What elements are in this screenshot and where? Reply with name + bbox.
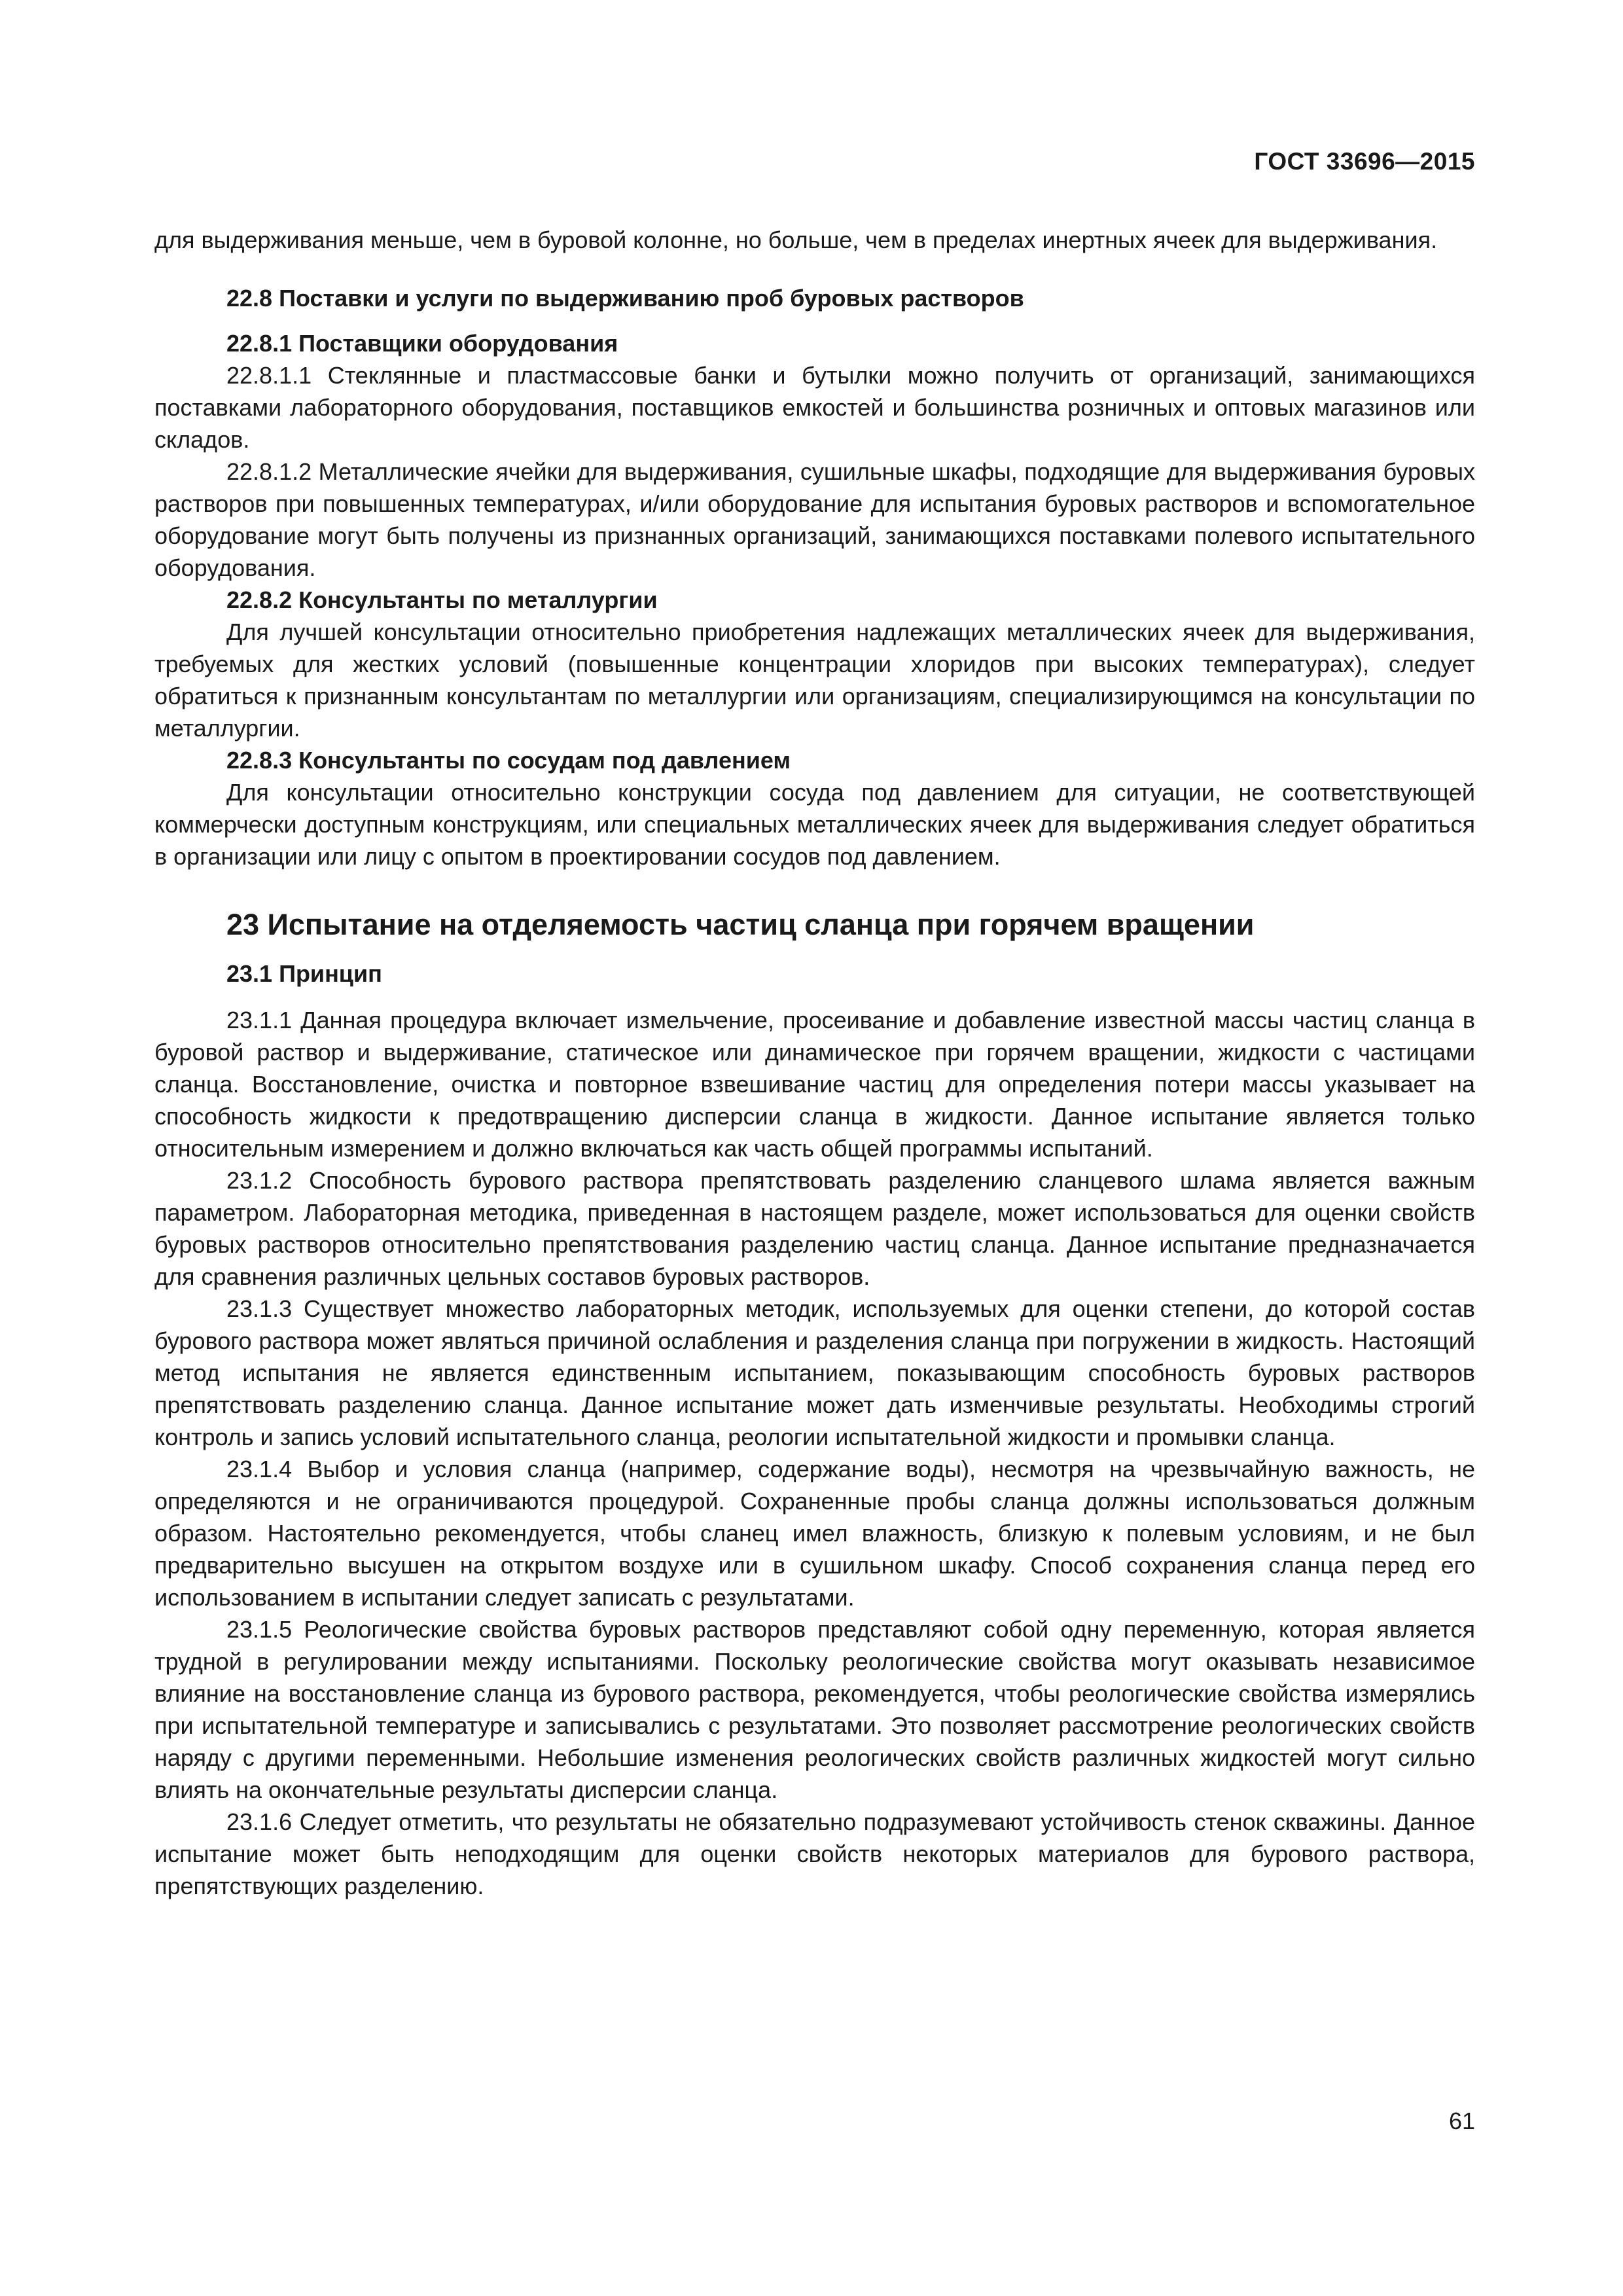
subsection-heading-22-8-2: 22.8.2 Консультанты по металлургии xyxy=(226,586,658,613)
paragraph-23-1-5: 23.1.5 Реологические свойства буровых растворов представляют собой одну переменную, которая является трудной в регулировании между испытаниями. Поскольку реологические свойства могут оказывать независимое влияние на восстановление сланца из бурового раствора, рекомендуется, чтобы реологические свойства измерялись при испытательной температуре и записывались с результатами. Это позволяет рассмотрение реологических свойств наряду с другими переменными. Небольшие изменения реологических свойств различных жидкостей могут сильно влиять на окончательные результаты дисперсии сланца. xyxy=(154,1616,1475,1803)
paragraph-23-1-2: 23.1.2 Способность бурового раствора препятствовать разделению сланцевого шлама является важным параметром. Лабораторная методика, приведенная в настоящем разделе, может использоваться для оценки свойств буровых растворов относительно препятствования разделению частиц сланца. Данное испытание предназначается для сравнения различных цельных составов буровых растворов. xyxy=(154,1167,1475,1290)
section-heading-22-8: 22.8 Поставки и услуги по выдерживанию проб буровых растворов xyxy=(226,285,1024,312)
paragraph-22-8-2: Для лучшей консультации относительно приобретения надлежащих металлических ячеек для выдерживания, требуемых для жестких условий (повышенные концентрации хлоридов при высоких температурах), следует обратиться к признанным консультантам по металлургии или организациям, специализирующимся на консультации по металлургии. xyxy=(154,619,1475,742)
paragraph-22-8-3: Для консультации относительно конструкции сосуда под давлением для ситуации, не соответствующей коммерчески доступным конструкциям, или специальных металлических ячеек для выдерживания следует обратиться в организации или лицу с опытом в проектировании сосудов под давлением. xyxy=(154,779,1475,870)
paragraph-22-8-1-1: 22.8.1.1 Стеклянные и пластмассовые банки и бутылки можно получить от организаций, занимающихся поставками лабораторного оборудования, поставщиков емкостей и большинства розничных и оптовых магазинов или складов. xyxy=(154,362,1475,453)
subsection-heading-22-8-1: 22.8.1 Поставщики оборудования xyxy=(226,330,618,357)
chapter-heading-23: 23 Испытание на отделяемость частиц сланца при горячем вращении xyxy=(226,908,1255,941)
paragraph-23-1-4: 23.1.4 Выбор и условия сланца (например, содержание воды), несмотря на чрезвычайную важность, не определяются и не ограничиваются процедурой. Сохраненные пробы сланца должны использоваться должным образом. Настоятельно рекомендуется, чтобы сланец имел влажность, близкую к полевым условиям, и не был предварительно высушен на открытом воздухе или в сушильном шкафу. Способ сохранения сланца перед его использованием в испытании следует записать с результатами. xyxy=(154,1456,1475,1611)
section-heading-23-1: 23.1 Принцип xyxy=(226,960,382,987)
paragraph-23-1-6: 23.1.6 Следует отметить, что результаты не обязательно подразумевают устойчивость стенок скважины. Данное испытание может быть неподходящим для оценки свойств некоторых материалов для бурового раствора, препятствующих разделению. xyxy=(154,1808,1475,1899)
subsection-heading-22-8-3: 22.8.3 Консультанты по сосудам под давлением xyxy=(226,747,791,774)
document-code: ГОСТ 33696—2015 xyxy=(1254,148,1475,175)
paragraph-23-1-1: 23.1.1 Данная процедура включает измельчение, просеивание и добавление известной массы частиц сланца в буровой раствор и выдерживание, статическое или динамическое при горячем вращении, жидкости с частицами сланца. Восстановление, очистка и повторное взвешивание частиц для определения потери массы указывает на способность жидкости к предотвращению дисперсии сланца в жидкости. Данное испытание является только относительным измерением и должно включаться как часть общей программы испытаний. xyxy=(154,1007,1475,1162)
document-body xyxy=(154,224,1475,1902)
page-number: 61 xyxy=(1448,2108,1475,2134)
paragraph-continuation: для выдерживания меньше, чем в буровой колонне, но больше, чем в пределах инертных ячеек для выдерживания. xyxy=(154,226,1438,253)
paragraph-23-1-3: 23.1.3 Существует множество лабораторных методик, используемых для оценки степени, до которой состав бурового раствора может являться причиной ослабления и разделения сланца при погружении в жидкость. Настоящий метод испытания не является единственным испытанием, показывающим способность буровых растворов препятствовать разделению сланца. Данное испытание может дать изменчивые результаты. Необходимы строгий контроль и запись условий испытательного сланца, реологии испытательной жидкости и промывки сланца. xyxy=(154,1295,1475,1450)
paragraph-22-8-1-2: 22.8.1.2 Металлические ячейки для выдерживания, сушильные шкафы, подходящие для выдерживания буровых растворов при повышенных температурах, и/или оборудование для испытания буровых растворов и вспомогательное оборудование могут быть получены из признанных организаций, занимающихся поставками полевого испытательного оборудования. xyxy=(154,458,1475,581)
